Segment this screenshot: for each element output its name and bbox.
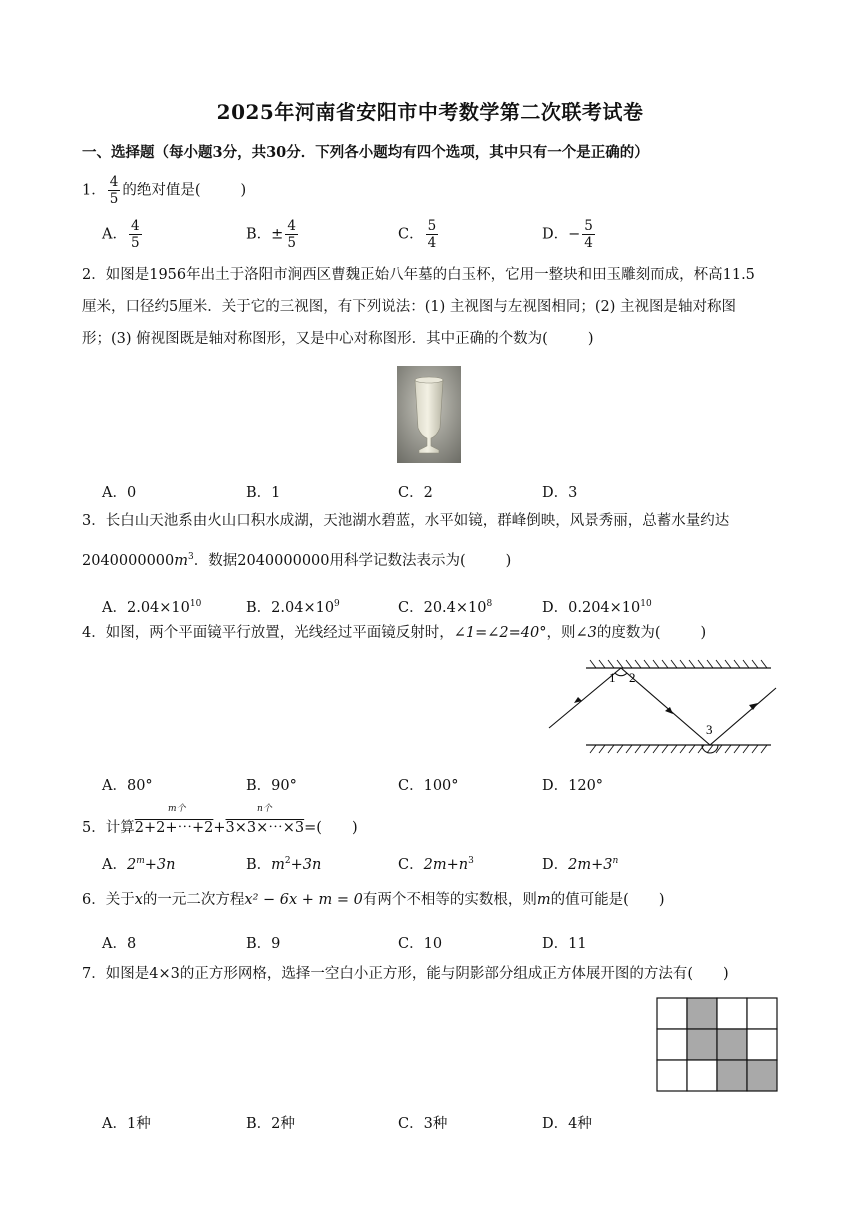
angle-arc <box>615 673 627 676</box>
angle-label-3: 3 <box>706 722 713 737</box>
question-number: 1． <box>82 182 106 199</box>
option-b[interactable]: B．$m^2+3n$ <box>246 856 322 873</box>
grid-cell <box>657 998 687 1029</box>
light-ray <box>549 668 776 745</box>
arrowhead <box>749 703 758 710</box>
option-b[interactable]: B．1 <box>246 485 281 501</box>
option-b[interactable]: B．± $\frac{4}{5}$ <box>246 218 296 251</box>
question-3-line-2: $2040000000m^3$．数据2040000000用科学记数法表示为( ) <box>82 552 512 569</box>
question-text: 的绝对值是( <box>122 182 201 199</box>
section-heading: 一、选择题（每小题3分，共30分．下列各小题均有四个选项，其中只有一个是正确的） <box>82 144 649 161</box>
option-c[interactable]: C．2 <box>398 485 433 501</box>
fraction: $\frac{5}{4}$ <box>584 218 593 251</box>
grid-cell <box>717 998 747 1029</box>
option-c[interactable]: C． $\frac{5}{4}$ <box>398 218 437 251</box>
option-d[interactable]: D．− $\frac{5}{4}$ <box>542 218 593 251</box>
grid-cell <box>657 1060 687 1091</box>
question-line: 厘米，口径约5厘米．关于它的三视图，有下列说法：(1) 主视图与左视图相同；(2) 主视图是轴对称图 <box>82 299 737 315</box>
option-d[interactable]: D．4种 <box>542 1116 592 1132</box>
jade-cup-photo <box>397 366 461 463</box>
option-d[interactable]: D．11 <box>542 936 587 952</box>
arrowhead <box>665 707 673 714</box>
option-d[interactable]: D．$0.204\times 10^{10}$ <box>542 599 652 616</box>
page-title: 2025年河南省安阳市中考数学第二次联考试卷 <box>216 100 644 124</box>
fraction: $\frac{4}{5}$ <box>130 218 140 251</box>
fraction: $\frac{5}{4}$ <box>427 218 437 251</box>
option-b[interactable]: B．2种 <box>246 1116 295 1132</box>
close-paren: ) <box>240 182 247 199</box>
grid-cell-shaded <box>717 1060 747 1091</box>
option-a[interactable]: A．1种 <box>102 1116 151 1132</box>
m-count-label: m个 <box>168 804 186 814</box>
question-3-line-1: 3．长白山天池系由火山口积水成湖，天池湖水碧蓝，水平如镜，群峰倒映，风景秀丽，总蓄水量约达 <box>82 513 730 529</box>
angle-label-2: 2 <box>629 670 636 685</box>
question-4: 4．如图，两个平面镜平行放置，光线经过平面镜反射时，∠1=∠2=40°，则∠3的度数为( ) <box>82 625 707 641</box>
question-line: 形；(3) 俯视图既是轴对称图形，又是中心对称图形．其中正确的个数为( ) <box>82 331 594 347</box>
option-b[interactable]: B．9 <box>246 936 281 952</box>
grid-cell <box>657 1029 687 1060</box>
question-line: 2．如图是1956年出土于洛阳市涧西区曹魏正始八年墓的白玉杯，它用一整块和田玉雕刻而成，杯高11.5 <box>82 267 755 283</box>
option-a[interactable]: A．8 <box>102 936 137 952</box>
option-c[interactable]: C．$20.4\times 10^8$ <box>398 599 493 616</box>
grid-cell <box>747 998 777 1029</box>
option-c[interactable]: C．10 <box>398 936 443 952</box>
option-d[interactable]: D．3 <box>542 485 578 501</box>
grid-cell-shaded <box>687 1029 717 1060</box>
grid-cell <box>747 1029 777 1060</box>
option-a[interactable]: A．0 <box>102 485 137 501</box>
square-grid-diagram <box>656 997 778 1093</box>
option-a[interactable]: A．$2^m+3n$ <box>102 856 176 873</box>
n-count-label: n个 <box>257 804 272 814</box>
question-1 <box>82 174 246 207</box>
angle-label-1: 1 <box>609 670 616 685</box>
option-c[interactable]: C．$2m+n^3$ <box>398 856 474 873</box>
question-5: 5．计算2+2+⋯+2+3×3×⋯×3=( ) <box>82 820 358 836</box>
option-a[interactable]: A．80° <box>102 778 153 794</box>
option-b[interactable]: B．$2.04\times 10^9$ <box>246 599 340 616</box>
question-2 <box>82 259 782 355</box>
option-b[interactable]: B．90° <box>246 778 297 794</box>
question-7: 7．如图是4×3的正方形网格，选择一空白小正方形，能与阴影部分组成正方体展开图的方法有( ) <box>82 966 729 982</box>
option-a[interactable]: A．$2.04\times 10^{10}$ <box>102 599 202 616</box>
option-d[interactable]: D．120° <box>542 778 604 794</box>
fraction: $\frac{4}{5}$ <box>109 174 119 207</box>
option-c[interactable]: C．100° <box>398 778 459 794</box>
parallel-mirrors-diagram <box>546 658 778 758</box>
fraction: $\frac{4}{5}$ <box>287 218 296 251</box>
option-d[interactable]: D．$2m+3^n$ <box>542 856 619 873</box>
grid-cell <box>687 1060 717 1091</box>
option-c[interactable]: C．3种 <box>398 1116 448 1132</box>
grid-cell-shaded <box>687 998 717 1029</box>
grid-cell-shaded <box>747 1060 777 1091</box>
option-a[interactable]: A． $\frac{4}{5}$ <box>102 218 140 251</box>
question-6: 6．关于x的一元二次方程x² − 6x + m = 0有两个不相等的实数根，则m的值可能是( ) <box>82 892 665 908</box>
grid-cell-shaded <box>717 1029 747 1060</box>
